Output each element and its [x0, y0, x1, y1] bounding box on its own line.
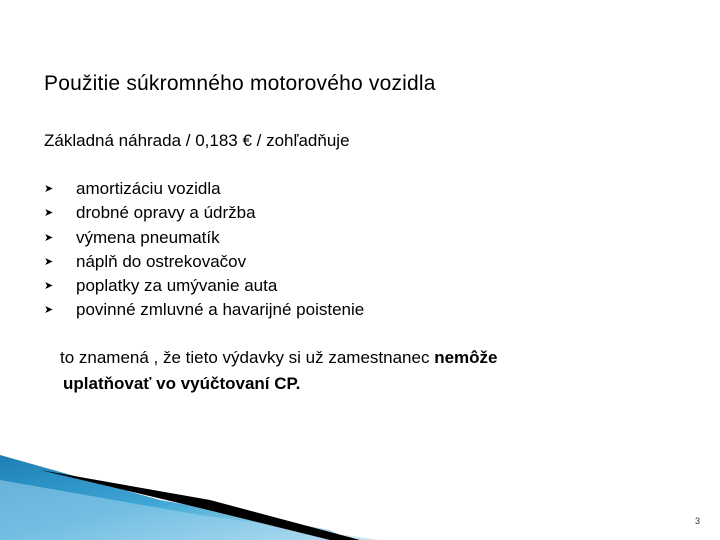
slide-title: Použitie súkromného motorového vozidla [44, 72, 436, 95]
bullet-label: amortizáciu vozidla [76, 179, 221, 198]
chevron-right-icon: ➤ [44, 304, 54, 317]
bullet-label: náplň do ostrekovačov [76, 251, 247, 271]
chevron-right-icon: ➤ [44, 231, 54, 244]
list-item [44, 177, 364, 201]
chevron-right-icon: ➤ [44, 280, 54, 293]
bullet-label: povinné zmluvné a havarijné poistenie [76, 300, 365, 320]
note-line-1 [60, 345, 497, 371]
note-text: to znamená , že tieto výdavky si už zamestnanec [60, 348, 435, 367]
list-item [44, 201, 364, 225]
bullet-list [44, 177, 364, 323]
bullet-label: drobné opravy a údržba [76, 203, 256, 223]
chevron-right-icon: ➤ [44, 255, 54, 268]
slide-subtitle: Základná náhrada / 0,183 € / zohľadňuje [44, 131, 350, 150]
page-number: 3 [695, 516, 701, 526]
list-item [44, 298, 364, 322]
note-line-2 [60, 371, 497, 397]
chevron-right-icon: ➤ [44, 183, 54, 195]
list-item [44, 250, 364, 274]
note-emphasis: nemôže [434, 348, 498, 367]
note-paragraph [60, 345, 497, 397]
note-emphasis-2: uplatňovať vo vyúčtovaní CP. [63, 374, 301, 393]
list-item [44, 226, 364, 250]
white-right-corner [560, 480, 720, 540]
bullet-label: výmena pneumatík [76, 227, 220, 247]
list-item [44, 274, 364, 298]
chevron-right-icon: ➤ [44, 207, 54, 220]
bullet-label: poplatky za umývanie auta [76, 276, 278, 296]
